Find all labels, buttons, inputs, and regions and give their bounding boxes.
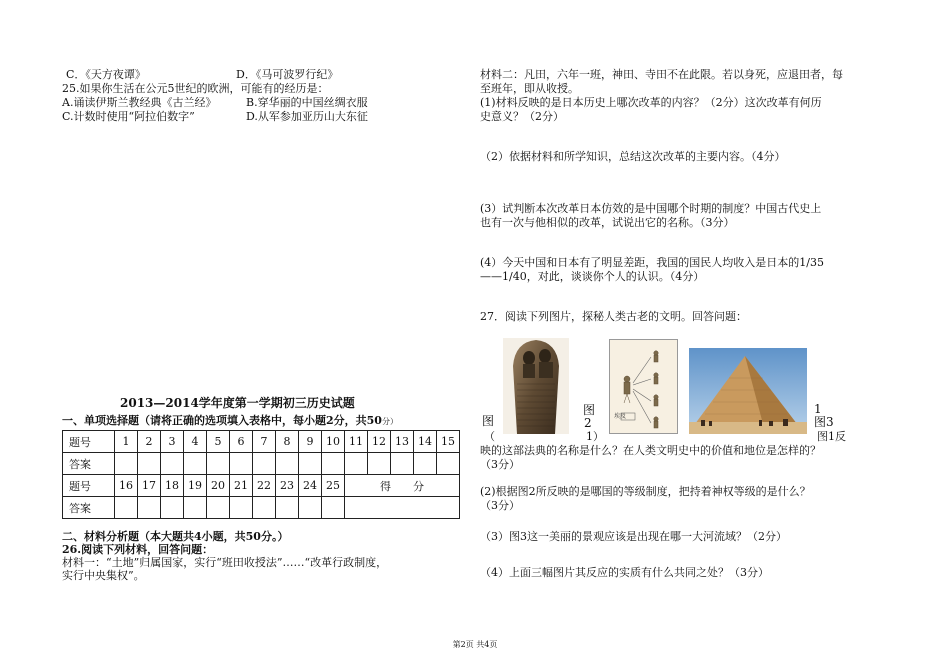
q27-2: (2)根据图2所反映的是哪国的等级制度，把持着神权等级的是什么？ (480, 485, 811, 498)
section1-heading-unit: 分） (381, 417, 398, 426)
answer-table (62, 430, 460, 519)
answer-cell[interactable] (276, 497, 299, 519)
answer-cell[interactable] (138, 497, 161, 519)
q25-stem: 25.如果你生活在公元5世纪的欧洲，可能有的经历是： (62, 82, 329, 95)
table-cell: 18 (161, 475, 184, 497)
answer-cell[interactable] (230, 497, 253, 519)
q24-option-c: C．《天方夜谭》 (66, 68, 146, 81)
table-cell: 10 (322, 431, 345, 453)
table-cell: 16 (115, 475, 138, 497)
table-cell: 11 (345, 431, 368, 453)
fig2-label: 图 (583, 403, 596, 417)
table-cell: 15 (437, 431, 460, 453)
table-cell: 8 (276, 431, 299, 453)
table-cell: 17 (138, 475, 161, 497)
table-cell: 6 (230, 431, 253, 453)
table-cell: 25 (322, 475, 345, 497)
answer-cell[interactable] (276, 453, 299, 475)
answer-cell[interactable] (299, 497, 322, 519)
score-cell: 得 分 (345, 475, 460, 497)
q26-1-line1: (1)材料反映的是日本历史上哪次改革的内容？（2分）这次改革有何历 (480, 96, 822, 109)
section2-heading: 二、材料分析题（本大题共4小题，共50分。） (62, 530, 289, 543)
table-cell: 9 (299, 431, 322, 453)
table-row (63, 497, 460, 519)
table-cell: 20 (207, 475, 230, 497)
q26-material1-line2: 实行中央集权”。 (62, 569, 145, 582)
table-cell: 14 (414, 431, 437, 453)
fig3-label: 图3 (814, 415, 834, 429)
page-footer: 第2页 共4页 (452, 640, 498, 649)
answer-cell[interactable] (322, 497, 345, 519)
table-cell: 1 (115, 431, 138, 453)
answer-cell[interactable] (161, 453, 184, 475)
table-cell: 23 (276, 475, 299, 497)
answer-cell[interactable] (161, 497, 184, 519)
q27-1-line1: 映的这部法典的名称是什么？在人类文明史中的价值和地位是怎样的？ (480, 444, 821, 457)
q25-option-b: B.穿华丽的中国丝绸衣服 (246, 96, 368, 109)
table-cell: 4 (184, 431, 207, 453)
answer-cell[interactable] (138, 453, 161, 475)
table-cell: 12 (368, 431, 391, 453)
fig1-paren: （ (484, 430, 495, 443)
q26-4-line1: (4）今天中国和日本有了明显差距，我国的国民人均收入是日本的1/35 (480, 256, 824, 269)
answer-cell[interactable] (115, 453, 138, 475)
hierarchy-diagram-caption: 埃及 (614, 413, 627, 420)
q26-1-line2: 史意义？（2分） (480, 110, 564, 123)
q26-stem: 26.阅读下列材料，回答问题： (62, 543, 214, 556)
section1-heading-text: 一、单项选择题（请将正确的选项填入表格中，每小题2分，共50 (62, 414, 382, 427)
table-cell: 19 (184, 475, 207, 497)
q26-4-line2: ——1/40，对此，谈谈你个人的认识。（4分） (480, 270, 705, 283)
fig1-question-start: 图1反 (817, 430, 846, 443)
table-cell: 13 (391, 431, 414, 453)
table-cell: 7 (253, 431, 276, 453)
table-row (63, 431, 460, 453)
table-row (63, 453, 460, 475)
answer-cell[interactable] (437, 453, 460, 475)
q26-3-line2: 也有一次与他相似的改革，试说出它的名称。（3分） (480, 216, 735, 229)
answer-cell[interactable] (207, 453, 230, 475)
table-cell: 24 (299, 475, 322, 497)
table-label: 答案 (63, 453, 115, 475)
table-cell: 5 (207, 431, 230, 453)
table-cell: 21 (230, 475, 253, 497)
answer-cell[interactable] (184, 497, 207, 519)
table-label: 答案 (63, 497, 115, 519)
answer-cell[interactable] (230, 453, 253, 475)
answer-cell[interactable] (368, 453, 391, 475)
score-input-cell[interactable] (345, 497, 460, 519)
q25-option-a: A.诵读伊斯兰教经典《古兰经》 (62, 96, 217, 109)
q26-material1-line1: 材料一：“土地”归属国家，实行“班田收授法”……“改革行政制度， (62, 556, 388, 569)
answer-cell[interactable] (115, 497, 138, 519)
answer-cell[interactable] (299, 453, 322, 475)
fig1-label: 图 (482, 414, 495, 428)
answer-cell[interactable] (322, 453, 345, 475)
table-cell: 22 (253, 475, 276, 497)
table-row (63, 475, 460, 497)
exam-title: 2013—2014学年度第一学期初三历史试题 (120, 396, 355, 410)
q25-option-d: D.从军参加亚历山大东征 (246, 110, 368, 123)
table-cell: 3 (161, 431, 184, 453)
q27-4: （4）上面三幅图片其反应的实质有什么共同之处？（3分） (480, 566, 769, 579)
answer-cell[interactable] (207, 497, 230, 519)
pyramid-photo (689, 348, 807, 434)
material2-line2: 至班年，即从收授。 (480, 82, 579, 95)
q26-2: （2）依据材料和所学知识，总结这次改革的主要内容。（4分） (480, 150, 786, 163)
q27-1-line2: （3分） (480, 458, 520, 471)
q25-option-c: C.计数时使用“阿拉伯数字” (62, 110, 195, 123)
answer-cell[interactable] (253, 497, 276, 519)
q27-2-points: （3分） (480, 499, 520, 512)
q26-3-line1: (3）试判断本次改革日本仿效的是中国哪个时期的制度？中国古代史上 (480, 202, 822, 215)
material2-line1: 材料二：凡田，六年一班，神田、寺田不在此限。若以身死，应退田者，每 (480, 68, 843, 81)
table-label: 题号 (63, 475, 115, 497)
fig2-number: 2 (584, 416, 592, 430)
fig3-number: 1 (814, 402, 822, 416)
q27-3: （3）图3这一美丽的景观应该是出现在哪一大河流域？（2分） (480, 530, 787, 543)
answer-cell[interactable] (414, 453, 437, 475)
fig2-paren: 1） (586, 430, 604, 443)
section1-heading (62, 414, 398, 429)
q24-option-d: D．《马可波罗行纪》 (236, 68, 339, 81)
stele-image (503, 338, 569, 434)
table-cell: 2 (138, 431, 161, 453)
answer-cell[interactable] (184, 453, 207, 475)
answer-cell[interactable] (391, 453, 414, 475)
answer-cell[interactable] (345, 453, 368, 475)
answer-cell[interactable] (253, 453, 276, 475)
q27-stem: 27．阅读下列图片，探秘人类古老的文明。回答问题： (480, 310, 747, 323)
table-label: 题号 (63, 431, 115, 453)
